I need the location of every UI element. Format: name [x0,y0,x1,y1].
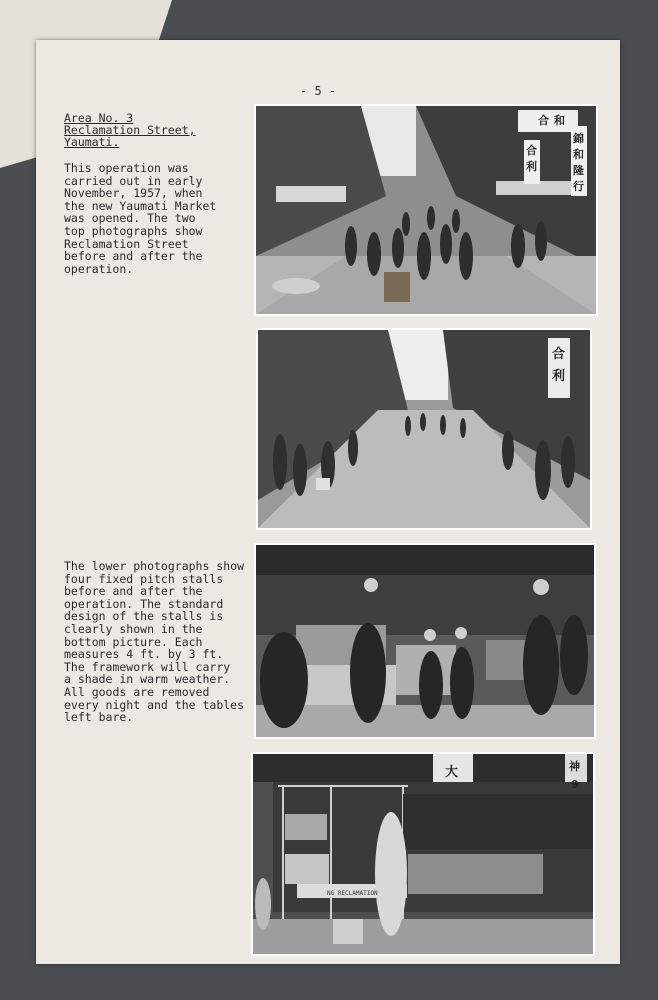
sign-char: 9 [571,778,579,791]
sign-char: 合 [552,347,566,362]
sign-char: 合 [526,144,537,157]
heading-line-area: Area No. 3 [64,111,134,125]
sign-char: 利 [552,369,566,384]
paragraph-fixed-pitch-stalls: The lower photographs show four fixed pitch stalls before and after the operation. The standard design of the stalls is clearly shown in the bottom picture. Each measures 4 ft. by 3 ft. The framework will carry a shade in warm weather. All goods are removed every night and the tables left bare. [64,559,245,725]
document-page [36,40,620,964]
sign-char: 神 [569,760,580,773]
sign-char: 和 [573,148,584,161]
sign-char: 錦 [573,132,584,145]
sign-char: 合 [538,114,549,127]
section-heading [64,112,234,148]
sign-char: 隆 [573,164,584,177]
photo-street-after [256,328,592,530]
sign-char: 大 [445,765,459,780]
photo-stalls-after [251,752,595,956]
heading-line-district: Yaumati. [64,135,120,149]
photo-stalls-before [254,543,596,739]
page-number: - 5 - [300,84,337,98]
sign-char: 利 [526,160,537,173]
sign-char: 和 [554,114,565,127]
paragraph-street-operation: This operation was carried out in early November, 1957, when the new Yaumati Market was opened. The two top photographs show Reclamation Street before and after the operation. [64,161,217,276]
sign-char: 行 [573,180,584,193]
stall-label: NG RECLAMATION [327,890,378,897]
photo-street-before [254,104,598,316]
heading-line-street: Reclamation Street, [64,123,196,137]
